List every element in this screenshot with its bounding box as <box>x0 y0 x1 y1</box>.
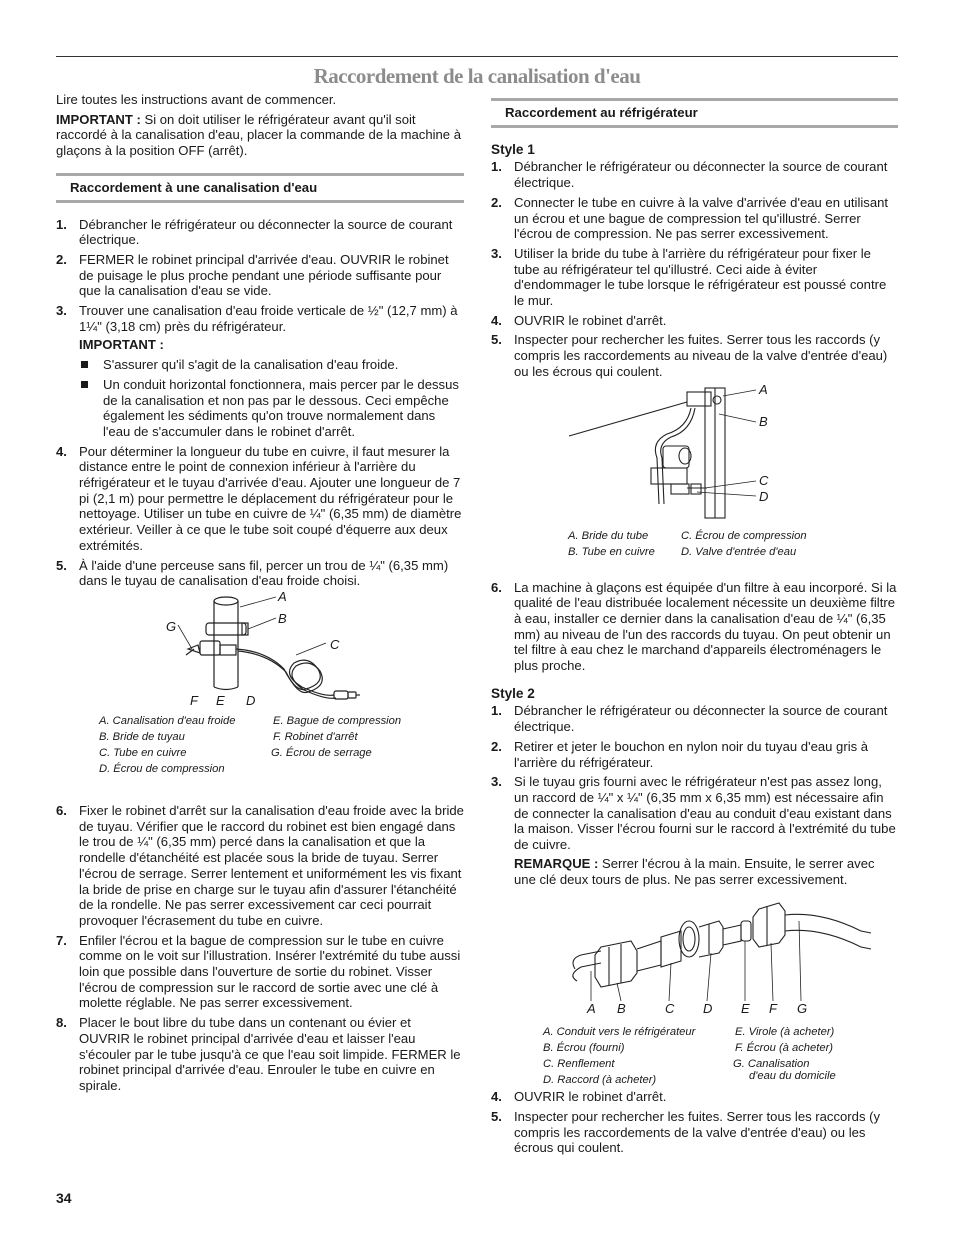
section-heading-refrigerator: Raccordement au réfrigérateur <box>491 98 898 128</box>
list-item <box>56 1015 464 1094</box>
step-text: Placer le bout libre du tube dans un contenant ou évier et OUVRIR le robinet principal d'arrivée d'eau et laisser l'eau s'écouler par le tube jusqu'à ce que l'eau soit limpide. FERMER le robinet principal d'arrivée d'eau. Enrouler le tube en cuivre en spirale. <box>79 1015 461 1093</box>
list-item <box>491 739 898 770</box>
caption-b: B. Tube en cuivre <box>568 545 655 558</box>
step-text: Pour déterminer la longueur du tube en cuivre, il faut mesurer la distance entre le point de connexion inférieur à l'arrière du réfrigérateur et le tuyau d'arrivée d'eau. Ajouter une longueur de 7 pi (2,1 m) pour permettre le déplacement du réfrigérateur pour le nettoyage. Utiliser un tube en cuivre de ¼" (6,35 mm) de diamètre extérieur. Veiller à ce que le tube soit coupé d'équerre aux deux extrémités. <box>79 443 462 553</box>
step-text: OUVRIR le robinet d'arrêt. <box>514 312 667 328</box>
step-number: 1. <box>56 216 67 232</box>
step-number: 3. <box>491 245 502 261</box>
caption-g: G. Canalisation <box>733 1058 810 1071</box>
step-text: À l'aide d'une perceuse sans fil, percer un trou de ¼" (6,35 mm) dans le tuyau de canalisation d'eau froide choisi. <box>79 557 449 589</box>
fitting-assembly-figure <box>491 891 898 1087</box>
caption-g: G. Écrou de serrage <box>271 746 372 759</box>
important-sub-label: IMPORTANT : <box>79 337 164 353</box>
style-2-heading: Style 2 <box>491 685 535 701</box>
list-item <box>491 580 898 674</box>
caption-c: C. Renflement <box>543 1058 615 1071</box>
step-number: 5. <box>491 332 502 348</box>
style-1-step-6 <box>491 580 898 674</box>
caption-d: D. Écrou de compression <box>99 762 225 775</box>
page-number: 34 <box>56 1190 72 1206</box>
step-number: 3. <box>491 774 502 790</box>
inlet-valve-figure <box>491 381 898 574</box>
bullet-text: Un conduit horizontal fonctionnera, mais percer par le dessus de la canalisation et non pas par le dessous. Ceci empêche également les sédiments qu'on trouve normalement dans l'eau de s'accumuler dans le robinet d'arrêt. <box>103 376 459 439</box>
remarque-label: REMARQUE : <box>514 855 599 871</box>
style-1-steps <box>491 159 898 379</box>
caption-c: C. Écrou de compression <box>681 529 807 542</box>
list-item <box>56 217 464 248</box>
step-text: Débrancher le réfrigérateur ou déconnecter la source de courant électrique. <box>514 703 888 735</box>
figure-label-a: A <box>278 588 287 604</box>
style-1-heading: Style 1 <box>491 141 535 157</box>
caption-d: D. Raccord (à acheter) <box>543 1074 657 1087</box>
figure-label-g: G <box>797 1001 808 1017</box>
figure-label-f: F <box>190 692 198 708</box>
step-number: 7. <box>56 932 67 948</box>
caption-e: E. Bague de compression <box>273 714 402 727</box>
section-heading-water-line: Raccordement à une canalisation d'eau <box>56 173 464 203</box>
step-text: Débrancher le réfrigérateur ou déconnecter la source de courant électrique. <box>514 159 888 191</box>
caption-a: A. Conduit vers le réfrigérateur <box>543 1026 696 1039</box>
steps-list <box>56 217 464 589</box>
caption-e: E. Virole (à acheter) <box>735 1026 835 1039</box>
important-note <box>56 112 464 159</box>
figure-label-c: C <box>759 472 769 488</box>
list-item <box>491 774 898 887</box>
list-item <box>491 703 898 734</box>
caption-c: C. Tube en cuivre <box>99 746 187 759</box>
important-text: Si on doit utiliser le réfrigérateur avant qu'il soit raccordé à la canalisation d'eau, placer la commande de la machine à glaçons à la position OFF (arrêt). <box>56 111 462 159</box>
step-text: Enfiler l'écrou et la bague de compression sur le tube en cuivre comme on le voit sur l'illustration. Insérer l'extrémité du tube aussi loin que possible dans l'ouverture de sortie du robinet. Visser l'écrou de compression sur le raccord de sortie avec une clé à molette réglable. Ne pas serrer excessivement. <box>79 932 461 1011</box>
step-text: Inspecter pour rechercher les fuites. Serrer tous les raccords (y compris les raccordements de la valve d'entrée d'eau) ou les écrous qui coulent. <box>514 1108 881 1156</box>
style-2-steps <box>491 703 898 887</box>
left-column <box>56 92 464 1098</box>
top-rule <box>56 56 898 57</box>
list-item <box>491 332 898 379</box>
page-title: Raccordement de la canalisation d'eau <box>313 64 641 88</box>
bullet-text: S'assurer qu'il s'agit de la canalisation d'eau froide. <box>103 357 399 373</box>
bullet-item <box>79 377 464 440</box>
list-item <box>491 159 898 190</box>
step-text: Débrancher le réfrigérateur ou déconnecter la source de courant électrique. <box>79 216 453 248</box>
step-number: 2. <box>491 738 502 754</box>
caption-a: A. Bride du tube <box>568 529 649 542</box>
list-item <box>56 803 464 929</box>
figure-label-c: C <box>330 636 340 652</box>
figure-leader-lines <box>491 891 898 1003</box>
figure-label-d: D <box>759 488 769 504</box>
figure-leader-lines <box>56 593 464 713</box>
caption-f: F. Écrou (à acheter) <box>735 1042 834 1055</box>
step-3-important <box>79 337 464 439</box>
step-number: 4. <box>491 1089 502 1105</box>
step-number: 8. <box>56 1015 67 1031</box>
step-text: Trouver une canalisation d'eau froide verticale de ½" (12,7 mm) à 1¼" (3,18 cm) près du réfrigérateur. <box>79 303 458 334</box>
step-text: Connecter le tube en cuivre à la valve d'arrivée d'eau en utilisant un écrou et une bague de compression tel qu'illustré. Serrer l'écrou de compression. Ne pas serrer excessivement. <box>514 194 889 242</box>
right-column <box>491 92 898 1160</box>
list-item <box>56 933 464 1012</box>
figure-label-g: G <box>166 618 177 634</box>
step-text: OUVRIR le robinet d'arrêt. <box>514 1089 667 1105</box>
step-number: 4. <box>491 312 502 328</box>
caption-b: B. Bride de tuyau <box>99 730 185 743</box>
step-text: Retirer et jeter le bouchon en nylon noir du tuyau d'eau gris à l'arrière du réfrigérateur. <box>514 738 869 770</box>
remarque-text: Serrer l'écrou à la main. Ensuite, le serrer avec une clé deux tours de plus. Ne pas serrer excessivement. <box>514 855 875 887</box>
figure-label-e: E <box>741 1001 750 1017</box>
caption-f: F. Robinet d'arrêt <box>273 730 358 743</box>
list-item <box>56 303 464 440</box>
important-label: IMPORTANT : <box>56 111 141 127</box>
figure-label-f: F <box>769 1001 777 1017</box>
remarque-note <box>514 856 898 887</box>
step-number: 6. <box>491 579 502 595</box>
bullet-item <box>79 357 464 373</box>
caption-a: A. Canalisation d'eau froide <box>99 714 236 727</box>
step-number: 1. <box>491 703 502 719</box>
shutoff-valve-figure <box>56 588 464 793</box>
step-number: 5. <box>491 1108 502 1124</box>
figure-label-b: B <box>617 1001 626 1017</box>
step-number: 4. <box>56 443 67 459</box>
intro-text: Lire toutes les instructions avant de commencer. <box>56 92 337 107</box>
bullet-square-icon <box>81 381 88 388</box>
list-item <box>491 1109 898 1156</box>
bullet-square-icon <box>81 361 88 368</box>
figure-label-d: D <box>703 1001 713 1017</box>
step-number: 6. <box>56 802 67 818</box>
figure-label-b: B <box>278 610 287 626</box>
caption-b: B. Écrou (fourni) <box>543 1042 625 1055</box>
list-item <box>491 195 898 242</box>
figure-leader-lines <box>491 381 898 524</box>
step-text: FERMER le robinet principal d'arrivée d'eau. OUVRIR le robinet de puisage le plus proche pendant une période suffisante pour que la canalisation d'eau se vide. <box>79 251 449 299</box>
step-text: Si le tuyau gris fourni avec le réfrigérateur n'est pas assez long, un raccord de ¼" x ¼" (6,35 mm x 6,35 mm) est nécessaire afin de connecter la canalisation d'eau au conduit d'eau existant dans la maison. Visser l'écrou fourni sur le raccord à l'extrémité du tube de cuivre. <box>514 774 896 853</box>
style-2-steps-end <box>491 1089 898 1156</box>
list-item <box>491 1089 898 1105</box>
figure-label-b: B <box>759 413 768 429</box>
step-number: 2. <box>491 194 502 210</box>
step-number: 2. <box>56 251 67 267</box>
figure-label-e: E <box>216 692 225 708</box>
figure-label-a: A <box>759 381 768 397</box>
caption-d: D. Valve d'entrée d'eau <box>681 545 797 558</box>
step-text: La machine à glaçons est équipée d'un filtre à eau incorporé. Si la qualité de l'eau distribuée localement nécessite un deuxième filtre à eau, installer ce dernier dans la canalisation d'eau de ¼" (6,35 mm) au niveau de l'un des raccords du tuyau. On peut obtenir un tel filtre à eau chez le marchand d'appareils électroménagers le plus proche. <box>514 579 897 674</box>
caption-g-line-2: d'eau du domicile <box>749 1070 836 1083</box>
step-number: 5. <box>56 557 67 573</box>
list-item <box>491 313 898 329</box>
figure-label-a: A <box>587 1001 596 1017</box>
list-item <box>56 558 464 589</box>
step-text: Inspecter pour rechercher les fuites. Serrer tous les raccords (y compris les raccordements au niveau de la valve d'entrée d'eau) ou les écrous qui coulent. <box>514 332 888 379</box>
list-item <box>491 246 898 309</box>
step-number: 1. <box>491 159 502 175</box>
step-number: 3. <box>56 303 67 319</box>
figure-label-c: C <box>665 1001 675 1017</box>
steps-list-continued <box>56 803 464 1094</box>
step-text: Fixer le robinet d'arrêt sur la canalisation d'eau froide avec la bride de tuyau. Vérifier que le raccord du robinet est bien engagé dans le trou de ¼" (6,35 mm) percé dans la canalisation et que la rondelle d'étanchéité est placée sous la bride de tuyau. Serrer l'écrou de serrage. Serrer lentement et uniformément les vis fixant la bride de prise en charge sur le tuyau afin d'assurer l'étanchéité de la rondelle. Ne pas serrer excessivement car ceci pourrait provoquer l'écrasement du tube en cuivre. <box>79 802 464 928</box>
step-text: Utiliser la bride du tube à l'arrière du réfrigérateur pour fixer le tube au réfrigérateur tel qu'illustré. Ceci aide à éviter d'endommager le tube lorsque le réfrigérateur est poussé contre le mur. <box>514 245 887 309</box>
list-item <box>56 252 464 299</box>
list-item <box>56 444 464 554</box>
figure-label-d: D <box>246 692 256 708</box>
